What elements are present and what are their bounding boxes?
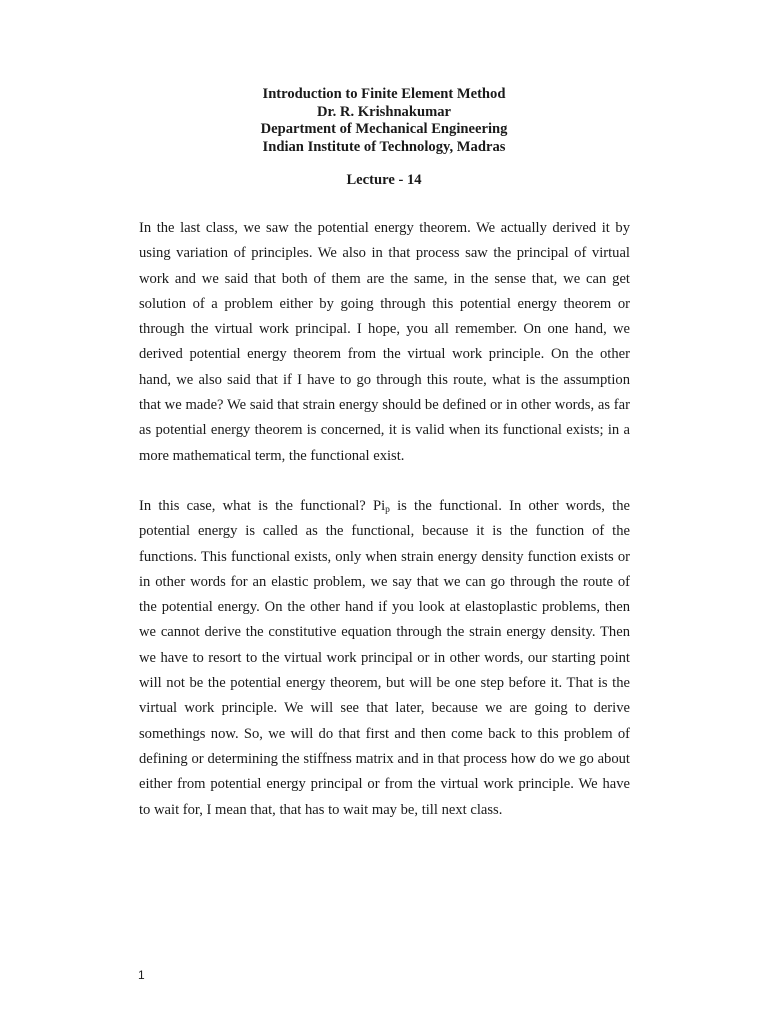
pi-subscript: p — [385, 505, 390, 515]
paragraph-2-rest: is the functional. In other words, the potential energy is called as the functional, because it is the function of the functions. This functional exists, only when strain energy density function exists or in other words for an elastic problem, we say that we can go through the route of the potential energy. On the other hand if you look at elastoplastic problems, then we cannot derive the constitutive equation through the strain energy density. Then we have to resort to the virtual work principal or in other words, our starting point will not be the potential energy theorem, but will be one step before it. That is the virtual work principle. We will see that later, because we are going to derive somethings now. So, we will do that first and then come back to this problem of defining or determining the stiffness matrix and in that process how do we go about either from potential energy principal or from the virtual work principle. We have to wait for, I mean that, that has to wait may be, till next class. — [139, 498, 630, 818]
institute-name: Indian Institute of Technology, Madras — [262, 138, 506, 155]
department-name: Department of Mechanical Engineering — [260, 121, 508, 137]
body-paragraph-1: In the last class, we saw the potential energy theorem. We actually derived it by using variation of principles. We also in that process saw the principal of virtual work and we said that both of them are the same, in the sense that, we can get solution of a problem either by going through this potential energy theorem or through the virtual work principal. I hope, you all remember. On one hand, we derived potential energy theorem from the virtual work principle. On the other hand, we also said that if I have to go through this route, what is the assumption that we made? We said that strain energy should be defined or in other words, as far as potential energy theorem is concerned, it is valid when its functional exists; in a more mathematical term, the functional exist. — [139, 220, 630, 464]
document-header — [0, 86, 768, 156]
body-paragraph-2 — [139, 494, 630, 823]
lecture-number: Lecture - 14 — [346, 172, 422, 188]
instructor-name: Dr. R. Krishnakumar — [316, 103, 452, 120]
page-number: 1 — [138, 968, 145, 982]
course-title: Introduction to Finite Element Method — [262, 86, 506, 102]
paragraph-2-start: In this case, what is the functional? Pi — [139, 498, 386, 514]
